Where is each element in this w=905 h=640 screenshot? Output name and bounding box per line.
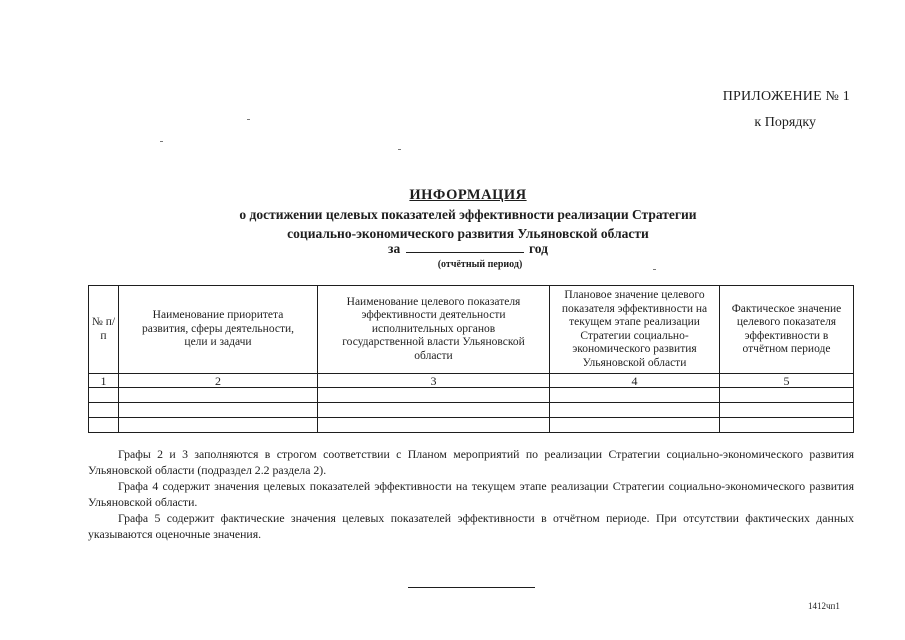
table-cell <box>119 388 318 403</box>
table-cell <box>550 403 720 418</box>
period-blank-field <box>406 240 524 253</box>
period-caption: (отчётный период) <box>437 259 523 270</box>
table-cell <box>89 388 119 403</box>
period-prefix: за <box>388 241 401 256</box>
note-paragraph: Графа 5 содержит фактические значения целевых показателей эффективности в отчётном периоде. При отсутствии фактических данных указываются оценочные значения. <box>88 511 854 541</box>
note-paragraph: Графы 2 и 3 заполняются в строгом соответствии с Планом мероприятий по реализации Стратегии социально-экономического развития Ульяновской области (подраздел 2.2 раздела 2). <box>88 447 854 477</box>
table-notes <box>88 446 854 542</box>
column-header: Плановое значение целевого показателя эффективности на текущем этапе реализации Стратегии социально-экономического развития Ульяновской области <box>550 286 720 374</box>
reporting-period <box>150 240 786 258</box>
column-number: 2 <box>119 374 318 388</box>
footer-divider <box>408 587 535 588</box>
appendix-label: ПРИЛОЖЕНИЕ № 1 <box>722 89 850 104</box>
column-number: 3 <box>318 374 550 388</box>
period-suffix: год <box>528 241 548 256</box>
column-header: Фактическое значение целевого показателя эффективности в отчётном периоде <box>720 286 854 374</box>
footer-code: 1412чп1 <box>808 601 840 611</box>
column-number: 5 <box>720 374 854 388</box>
table-cell <box>89 403 119 418</box>
table-cell <box>119 418 318 433</box>
note-paragraph: Графа 4 содержит значения целевых показателей эффективности на текущем этапе реализации Стратегии социально-экономического развития Ульяновской области. <box>88 479 854 509</box>
heading-line-2: социально-экономического развития Ульяновской области <box>287 226 649 241</box>
scan-speck <box>247 119 250 120</box>
scan-speck <box>653 269 656 270</box>
heading-line-1: о достижении целевых показателей эффективности реализации Стратегии <box>239 207 697 222</box>
table-cell <box>318 388 550 403</box>
document-heading <box>150 185 786 243</box>
table-row <box>89 403 854 418</box>
scan-speck <box>398 149 401 150</box>
column-header: № п/п <box>89 286 119 374</box>
table-cell <box>119 403 318 418</box>
table-cell <box>550 418 720 433</box>
table-cell <box>720 418 854 433</box>
table-cell <box>550 388 720 403</box>
table-cell <box>318 403 550 418</box>
to-order-label: к Порядку <box>754 115 816 130</box>
table-header-row <box>89 286 854 374</box>
column-header: Наименование приоритета развития, сферы деятельности, цели и задачи <box>119 286 318 374</box>
scan-speck <box>160 141 163 142</box>
table-cell <box>720 388 854 403</box>
table-cell <box>318 418 550 433</box>
document-title: ИНФОРМАЦИЯ <box>409 187 527 203</box>
column-number: 1 <box>89 374 119 388</box>
table-numbering-row <box>89 374 854 388</box>
table-cell <box>720 403 854 418</box>
table-row <box>89 388 854 403</box>
column-header: Наименование целевого показателя эффективности деятельности исполнительных органов государственной власти Ульяновской области <box>318 286 550 374</box>
table-cell <box>89 418 119 433</box>
indicators-table <box>88 285 854 433</box>
table-row <box>89 418 854 433</box>
column-number: 4 <box>550 374 720 388</box>
